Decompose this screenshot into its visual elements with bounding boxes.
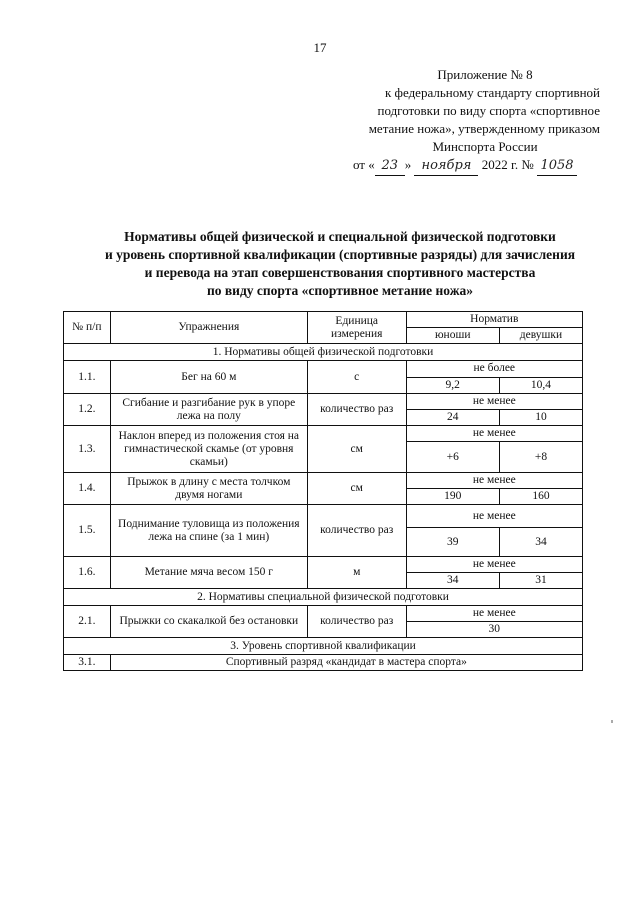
unit: с — [307, 361, 406, 394]
exercise-name: Метание мяча весом 150 г — [110, 557, 307, 589]
row-number: 1.3. — [64, 426, 111, 473]
norm-girls: 10 — [499, 410, 582, 426]
title-line: и уровень спортивной квалификации (спортивные разряды) для зачисления — [104, 247, 576, 262]
title-line: Нормативы общей физической и специальной физической подготовки — [124, 229, 556, 244]
unit: см — [307, 426, 406, 473]
norm-boys: 24 — [406, 410, 499, 426]
title-line: и перевода на этап совершенствования спортивного мастерства — [144, 265, 536, 280]
norm-condition: не более — [406, 361, 582, 378]
row-number: 1.1. — [64, 361, 111, 394]
norm-girls: +8 — [499, 442, 582, 473]
norm-condition: не менее — [406, 394, 582, 410]
norm-condition: не менее — [406, 606, 582, 622]
handwritten-order-number: 1058 — [537, 157, 577, 176]
header-exercise: Упражнения — [110, 312, 307, 344]
section-heading: 3. Уровень спортивной квалификации — [64, 638, 583, 655]
document-title — [60, 228, 620, 300]
header-girls: девушки — [499, 328, 582, 344]
header-unit: Единица измерения — [307, 312, 406, 344]
exercise-name: Бег на 60 м — [110, 361, 307, 394]
exercise-name: Прыжок в длину с места толчком двумя ногами — [110, 473, 307, 505]
qualification-text: Спортивный разряд «кандидат в мастера спорта» — [110, 655, 582, 671]
norm-girls: 34 — [499, 528, 582, 557]
row-number: 1.6. — [64, 557, 111, 589]
section-heading: 2. Нормативы специальной физической подготовки — [64, 589, 583, 606]
norm-condition: не менее — [406, 557, 582, 573]
unit: см — [307, 473, 406, 505]
appendix-line: метание ножа», утвержденному приказом — [368, 121, 600, 136]
appendix-line: Минспорта России — [432, 139, 538, 154]
norm-girls: 31 — [499, 573, 582, 589]
order-date-line — [330, 156, 600, 176]
title-line: по виду спорта «спортивное метание ножа» — [206, 283, 474, 298]
norm-boys: 190 — [406, 489, 499, 505]
appendix-line: к федеральному стандарту спортивной — [384, 85, 600, 100]
norm-condition: не менее — [406, 426, 582, 442]
norms-table — [63, 311, 583, 671]
norm-condition: не менее — [406, 505, 582, 528]
date-mid: » — [404, 157, 415, 172]
row-number: 2.1. — [64, 606, 111, 638]
appendix-title: Приложение № 8 — [437, 67, 533, 82]
handwritten-day: 23 — [375, 157, 405, 176]
row-number: 1.4. — [64, 473, 111, 505]
exercise-name: Наклон вперед из положения стоя на гимнастической скамье (от уровня скамьи) — [110, 426, 307, 473]
norm-boys: 39 — [406, 528, 499, 557]
appendix-line: подготовки по виду спорта «спортивное — [377, 103, 600, 118]
unit: количество раз — [307, 606, 406, 638]
date-year: 2022 г. № — [478, 157, 538, 172]
appendix-header — [330, 66, 600, 176]
norm-girls: 160 — [499, 489, 582, 505]
norm-boys: +6 — [406, 442, 499, 473]
exercise-name: Прыжки со скакалкой без остановки — [110, 606, 307, 638]
row-number: 1.5. — [64, 505, 111, 557]
scan-speck — [611, 720, 613, 723]
header-boys: юноши — [406, 328, 499, 344]
page-number: 17 — [313, 40, 327, 55]
norm-girls: 10,4 — [499, 377, 582, 394]
section-heading: 1. Нормативы общей физической подготовки — [64, 344, 583, 361]
exercise-name: Сгибание и разгибание рук в упоре лежа на полу — [110, 394, 307, 426]
norm-boys: 9,2 — [406, 377, 499, 394]
header-no: № п/п — [64, 312, 111, 344]
row-number: 3.1. — [64, 655, 111, 671]
norm-value: 30 — [406, 622, 582, 638]
date-prefix: от « — [352, 157, 375, 172]
unit: количество раз — [307, 505, 406, 557]
norm-condition: не менее — [406, 473, 582, 489]
exercise-name: Поднимание туловища из положения лежа на спине (за 1 мин) — [110, 505, 307, 557]
header-norm: Норматив — [406, 312, 582, 328]
unit: м — [307, 557, 406, 589]
row-number: 1.2. — [64, 394, 111, 426]
unit: количество раз — [307, 394, 406, 426]
norm-boys: 34 — [406, 573, 499, 589]
handwritten-month: ноября — [414, 157, 478, 176]
